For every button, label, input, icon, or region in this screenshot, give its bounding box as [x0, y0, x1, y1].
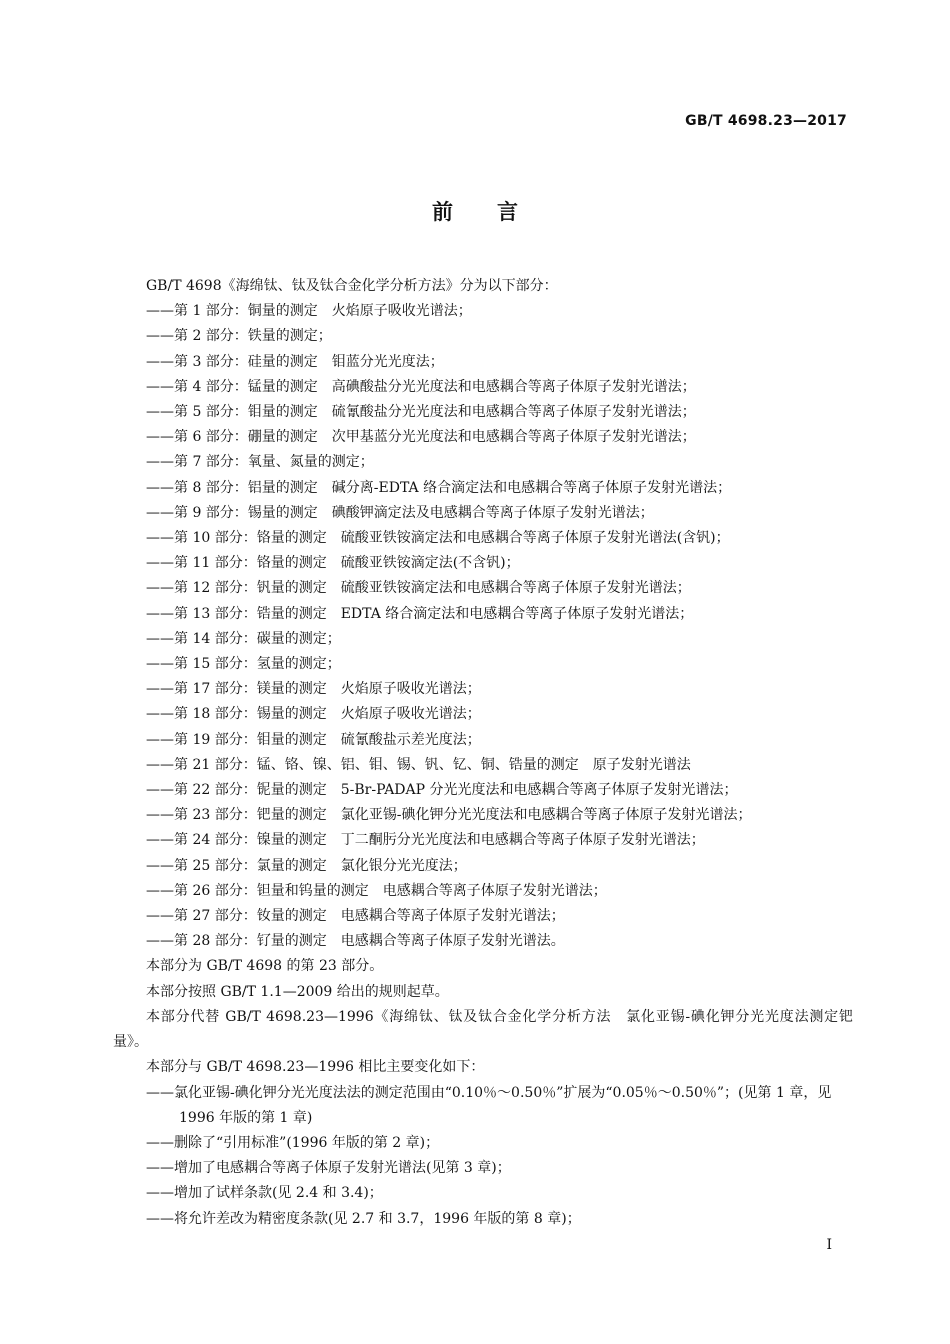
list-item: ——第 25 部分：氯量的测定 氯化银分光光度法；	[146, 857, 467, 874]
list-item: ——第 28 部分：钌量的测定 电感耦合等离子体原子发射光谱法。	[146, 933, 565, 950]
standard-id: GB/T 4698.23—2017	[685, 113, 847, 129]
drafted-per-statement: 本部分按照 GB/T 1.1—2009 给出的规则起草。	[146, 983, 449, 1000]
list-item: ——第 18 部分：锡量的测定 火焰原子吸收光谱法；	[146, 706, 481, 723]
list-item: ——第 14 部分：碳量的测定；	[146, 630, 341, 647]
list-item: ——第 2 部分：铁量的测定；	[146, 328, 332, 345]
list-item: ——第 17 部分：镁量的测定 火焰原子吸收光谱法；	[146, 681, 481, 698]
list-item: ——第 10 部分：铬量的测定 硫酸亚铁铵滴定法和电感耦合等离子体原子发射光谱法(含钒)；	[146, 530, 730, 547]
list-item: ——第 13 部分：锆量的测定 EDTA 络合滴定法和电感耦合等离子体原子发射光谱法；	[146, 605, 694, 622]
list-item: ——第 21 部分：锰、铬、镍、铝、钼、锡、钒、钇、铜、锆量的测定 原子发射光谱法	[146, 756, 691, 773]
list-item: ——第 1 部分：铜量的测定 火焰原子吸收光谱法；	[146, 303, 472, 320]
list-item: ——删除了“引用标准”(1996 年版的第 2 章)；	[146, 1134, 440, 1151]
list-item: ——第 8 部分：铝量的测定 碱分离-EDTA 络合滴定法和电感耦合等离子体原子发射光谱法；	[146, 479, 732, 496]
list-item: ——第 15 部分：氢量的测定；	[146, 656, 341, 673]
parts-list	[113, 299, 853, 954]
list-item: ——将允许差改为精密度条款(见 2.7 和 3.7，1996 年版的第 8 章)；	[146, 1210, 581, 1227]
list-item: ——第 26 部分：钽量和钨量的测定 电感耦合等离子体原子发射光谱法；	[146, 882, 607, 899]
page-title: 前言	[432, 200, 562, 224]
changes-intro: 本部分与 GB/T 4698.23—1996 相比主要变化如下：	[146, 1059, 485, 1076]
list-item: ——第 6 部分：硼量的测定 次甲基蓝分光光度法和电感耦合等离子体原子发射光谱法；	[146, 429, 696, 446]
list-item: ——第 7 部分：氧量、氮量的测定；	[146, 454, 374, 471]
list-item: ——第 12 部分：钒量的测定 硫酸亚铁铵滴定法和电感耦合等离子体原子发射光谱法；	[146, 580, 691, 597]
list-item: ——第 27 部分：钕量的测定 电感耦合等离子体原子发射光谱法；	[146, 908, 565, 925]
list-item: ——第 23 部分：钯量的测定 氯化亚锡-碘化钾分光光度法和电感耦合等离子体原子发射光谱法；	[146, 807, 752, 824]
intro-paragraph: GB/T 4698《海绵钛、钛及钛合金化学分析方法》分为以下部分：	[146, 278, 558, 294]
changes-list	[113, 1081, 853, 1232]
list-item: ——第 4 部分：锰量的测定 高碘酸盐分光光度法和电感耦合等离子体原子发射光谱法；	[146, 378, 696, 395]
list-item: ——第 9 部分：锡量的测定 碘酸钾滴定法及电感耦合等离子体原子发射光谱法；	[146, 504, 654, 521]
list-item: ——第 24 部分：镍量的测定 丁二酮肟分光光度法和电感耦合等离子体原子发射光谱法；	[146, 832, 705, 849]
list-item: ——氯化亚锡-碘化钾分光光度法法的测定范围由“0.10％～0.50％”扩展为“0.05％～0.50％”；(见第 1 章，见 1996 年版的第 1 章)	[146, 1084, 832, 1126]
replaces-statement: 本部分代替 GB/T 4698.23—1996《海绵钛、钛及钛合金化学分析方法 氯化亚锡-碘化钾分光光度法测定钯量》。	[113, 1008, 853, 1051]
list-item: ——第 11 部分：铬量的测定 硫酸亚铁铵滴定法(不含钒)；	[146, 555, 520, 572]
foreword-body	[113, 274, 853, 1232]
list-item: ——增加了电感耦合等离子体原子发射光谱法(见第 3 章)；	[146, 1160, 511, 1177]
list-item: ——增加了试样条款(见 2.4 和 3.4)；	[146, 1185, 383, 1202]
list-item: ——第 22 部分：铌量的测定 5-Br-PADAP 分光光度法和电感耦合等离子体原子发射光谱法；	[146, 782, 738, 799]
part-of-statement: 本部分为 GB/T 4698 的第 23 部分。	[146, 958, 384, 975]
page-number: Ⅰ	[826, 1237, 832, 1253]
list-item: ——第 19 部分：钼量的测定 硫氰酸盐示差光度法；	[146, 731, 481, 748]
list-item: ——第 3 部分：硅量的测定 钼蓝分光光度法；	[146, 353, 444, 370]
list-item: ——第 5 部分：钼量的测定 硫氰酸盐分光光度法和电感耦合等离子体原子发射光谱法；	[146, 404, 696, 421]
